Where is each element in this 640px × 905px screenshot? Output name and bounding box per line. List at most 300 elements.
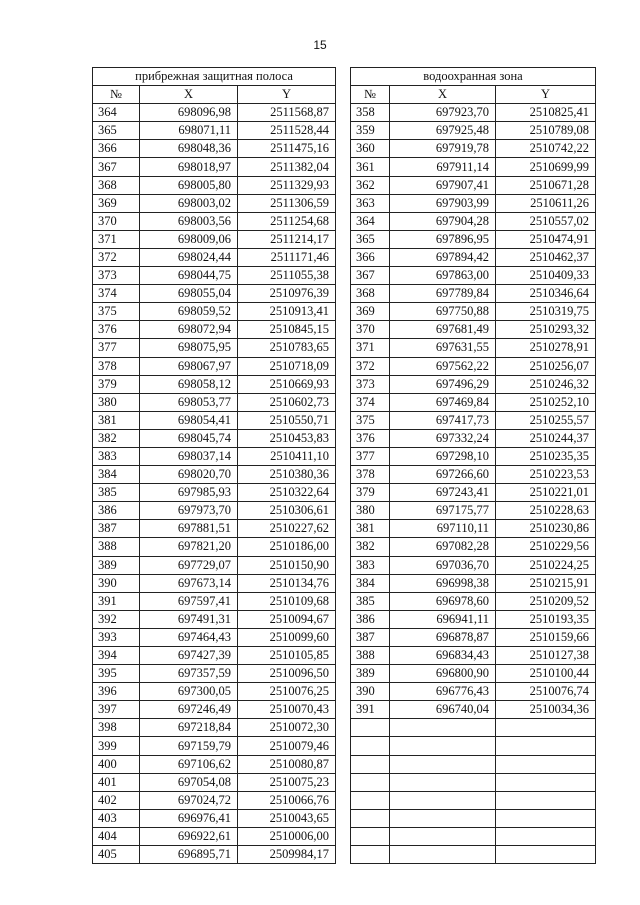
y-coordinate-cell: 2510976,39 [238,285,336,303]
point-number-cell [351,755,390,773]
table-row [93,303,336,321]
point-number-cell [351,737,390,755]
x-coordinate-cell: 697881,51 [140,520,238,538]
y-coordinate-cell: 2510789,08 [496,122,596,140]
x-coordinate-cell: 697464,43 [140,628,238,646]
table-row [93,393,336,411]
table-row [93,447,336,465]
point-number-cell: 376 [351,429,390,447]
table-row [93,719,336,737]
table-row [93,375,336,393]
x-coordinate-cell: 698058,12 [140,375,238,393]
y-coordinate-cell: 2510319,75 [496,303,596,321]
water-protection-zone-table [350,67,596,864]
table-row [93,411,336,429]
y-coordinate-cell: 2510453,83 [238,429,336,447]
y-coordinate-cell: 2510099,60 [238,628,336,646]
x-coordinate-cell [390,809,496,827]
x-coordinate-cell: 698044,75 [140,267,238,285]
table-row [351,538,596,556]
point-number-cell [351,809,390,827]
y-coordinate-cell: 2510550,71 [238,411,336,429]
column-header-x: X [140,86,238,104]
table-row [93,140,336,158]
x-coordinate-cell: 697491,31 [140,610,238,628]
x-coordinate-cell: 697417,73 [390,411,496,429]
point-number-cell: 378 [93,357,140,375]
table-row [351,321,596,339]
table-row [93,773,336,791]
point-number-cell: 375 [351,411,390,429]
point-number-cell: 387 [351,628,390,646]
x-coordinate-cell: 698003,56 [140,212,238,230]
table-row [93,665,336,683]
y-coordinate-cell: 2510228,63 [496,502,596,520]
point-number-cell: 401 [93,773,140,791]
y-coordinate-cell: 2510235,35 [496,447,596,465]
x-coordinate-cell: 698067,97 [140,357,238,375]
y-coordinate-cell: 2510096,50 [238,665,336,683]
x-coordinate-cell: 697036,70 [390,556,496,574]
point-number-cell: 358 [351,104,390,122]
y-coordinate-cell: 2510322,64 [238,484,336,502]
point-number-cell [351,719,390,737]
table-row [93,502,336,520]
table-row [93,321,336,339]
table-row [351,212,596,230]
y-coordinate-cell: 2510411,10 [238,447,336,465]
table-row [93,827,336,845]
y-coordinate-cell: 2510043,65 [238,809,336,827]
x-coordinate-cell: 697896,95 [390,230,496,248]
x-coordinate-cell: 696922,61 [140,827,238,845]
x-coordinate-cell: 697562,22 [390,357,496,375]
y-coordinate-cell [496,755,596,773]
table-row [351,592,596,610]
table-row [351,339,596,357]
table-row [351,846,596,864]
y-coordinate-cell: 2510186,00 [238,538,336,556]
x-coordinate-cell: 698096,98 [140,104,238,122]
x-coordinate-cell: 696976,41 [140,809,238,827]
table-row [93,520,336,538]
x-coordinate-cell: 697427,39 [140,647,238,665]
x-coordinate-cell: 696740,04 [390,701,496,719]
point-number-cell: 386 [93,502,140,520]
x-coordinate-cell: 698005,80 [140,176,238,194]
y-coordinate-cell: 2510193,35 [496,610,596,628]
table-row [351,194,596,212]
y-coordinate-cell: 2510699,99 [496,158,596,176]
y-coordinate-cell: 2510278,91 [496,339,596,357]
table-row [351,176,596,194]
table-row [351,791,596,809]
table-row [351,665,596,683]
table-row [351,375,596,393]
x-coordinate-cell: 697821,20 [140,538,238,556]
point-number-cell: 372 [93,248,140,266]
table-row [93,158,336,176]
table-row [93,429,336,447]
y-coordinate-cell [496,773,596,791]
point-number-cell: 389 [351,665,390,683]
x-coordinate-cell: 698055,04 [140,285,238,303]
x-coordinate-cell: 697159,79 [140,737,238,755]
x-coordinate-cell: 697597,41 [140,592,238,610]
x-coordinate-cell: 697106,62 [140,755,238,773]
x-coordinate-cell: 698037,14 [140,447,238,465]
table-row [351,122,596,140]
point-number-cell: 375 [93,303,140,321]
x-coordinate-cell: 698071,11 [140,122,238,140]
y-coordinate-cell: 2510671,28 [496,176,596,194]
table-row [93,737,336,755]
y-coordinate-cell: 2510076,25 [238,683,336,701]
x-coordinate-cell: 697863,00 [390,267,496,285]
point-number-cell: 387 [93,520,140,538]
table-row [351,158,596,176]
y-coordinate-cell: 2510229,56 [496,538,596,556]
point-number-cell: 392 [93,610,140,628]
y-coordinate-cell: 2510256,07 [496,357,596,375]
point-number-cell [351,827,390,845]
table-row [93,628,336,646]
y-coordinate-cell: 2510006,00 [238,827,336,845]
y-coordinate-cell: 2510669,93 [238,375,336,393]
x-coordinate-cell: 697300,05 [140,683,238,701]
point-number-cell: 377 [93,339,140,357]
point-number-cell: 382 [93,429,140,447]
y-coordinate-cell: 2510825,41 [496,104,596,122]
point-number-cell: 391 [93,592,140,610]
y-coordinate-cell: 2511254,68 [238,212,336,230]
x-coordinate-cell: 697789,84 [390,285,496,303]
x-coordinate-cell: 697218,84 [140,719,238,737]
y-coordinate-cell: 2510293,32 [496,321,596,339]
table-title: водоохранная зона [351,68,596,86]
x-coordinate-cell: 698045,74 [140,429,238,447]
x-coordinate-cell: 697243,41 [390,484,496,502]
x-coordinate-cell: 697357,59 [140,665,238,683]
point-number-cell: 368 [351,285,390,303]
table-row [351,574,596,592]
point-number-cell: 393 [93,628,140,646]
point-number-cell: 389 [93,556,140,574]
point-number-cell: 379 [351,484,390,502]
table-row [351,393,596,411]
y-coordinate-cell: 2510244,37 [496,429,596,447]
x-coordinate-cell: 697673,14 [140,574,238,592]
point-number-cell: 396 [93,683,140,701]
x-coordinate-cell: 698072,94 [140,321,238,339]
table-row [93,285,336,303]
y-coordinate-cell: 2510252,10 [496,393,596,411]
x-coordinate-cell: 697903,99 [390,194,496,212]
y-coordinate-cell: 2511171,46 [238,248,336,266]
point-number-cell: 391 [351,701,390,719]
table-row [93,610,336,628]
x-coordinate-cell: 697985,93 [140,484,238,502]
point-number-cell: 390 [351,683,390,701]
table-row [351,429,596,447]
table-row [93,683,336,701]
table-row [93,556,336,574]
column-header-y: Y [496,86,596,104]
x-coordinate-cell [390,773,496,791]
table-row [351,809,596,827]
table-row [93,104,336,122]
table-row [93,357,336,375]
table-row [351,411,596,429]
table-row [351,610,596,628]
point-number-cell: 365 [93,122,140,140]
table-title: прибрежная защитная полоса [93,68,336,86]
y-coordinate-cell: 2510557,02 [496,212,596,230]
x-coordinate-cell: 697904,28 [390,212,496,230]
x-coordinate-cell: 696878,87 [390,628,496,646]
page-number: 15 [313,38,327,52]
table-row [351,484,596,502]
y-coordinate-cell: 2510075,23 [238,773,336,791]
y-coordinate-cell: 2510227,62 [238,520,336,538]
table-row [93,122,336,140]
y-coordinate-cell: 2511382,04 [238,158,336,176]
point-number-cell: 376 [93,321,140,339]
point-number-cell: 362 [351,176,390,194]
point-number-cell: 367 [351,267,390,285]
table-row [351,104,596,122]
point-number-cell: 385 [93,484,140,502]
y-coordinate-cell: 2510150,90 [238,556,336,574]
table-row [93,466,336,484]
point-number-cell: 398 [93,719,140,737]
y-coordinate-cell: 2509984,17 [238,846,336,864]
table-row [351,248,596,266]
x-coordinate-cell: 697729,07 [140,556,238,574]
table-row [351,140,596,158]
x-coordinate-cell: 697911,14 [390,158,496,176]
x-coordinate-cell: 697907,41 [390,176,496,194]
x-coordinate-cell: 698024,44 [140,248,238,266]
point-number-cell: 394 [93,647,140,665]
point-number-cell: 364 [93,104,140,122]
x-coordinate-cell: 697923,70 [390,104,496,122]
table-row [351,827,596,845]
x-coordinate-cell: 696978,60 [390,592,496,610]
point-number-cell: 395 [93,665,140,683]
y-coordinate-cell: 2510230,86 [496,520,596,538]
x-coordinate-cell: 696895,71 [140,846,238,864]
table-row [93,230,336,248]
table-row [93,176,336,194]
y-coordinate-cell: 2510076,74 [496,683,596,701]
x-coordinate-cell [390,791,496,809]
table-row [351,520,596,538]
y-coordinate-cell: 2510215,91 [496,574,596,592]
x-coordinate-cell: 697973,70 [140,502,238,520]
y-coordinate-cell: 2510845,15 [238,321,336,339]
x-coordinate-cell [390,755,496,773]
y-coordinate-cell: 2511568,87 [238,104,336,122]
point-number-cell: 377 [351,447,390,465]
point-number-cell: 360 [351,140,390,158]
point-number-cell: 399 [93,737,140,755]
point-number-cell: 363 [351,194,390,212]
y-coordinate-cell: 2511214,17 [238,230,336,248]
y-coordinate-cell [496,791,596,809]
y-coordinate-cell: 2510034,36 [496,701,596,719]
table-row [93,538,336,556]
point-number-cell: 382 [351,538,390,556]
x-coordinate-cell: 697925,48 [390,122,496,140]
y-coordinate-cell: 2510380,36 [238,466,336,484]
y-coordinate-cell: 2510134,76 [238,574,336,592]
table-row [351,447,596,465]
y-coordinate-cell: 2510109,68 [238,592,336,610]
table-body [93,104,336,864]
table-row [93,574,336,592]
point-number-cell: 400 [93,755,140,773]
point-number-cell: 385 [351,592,390,610]
point-number-cell: 384 [93,466,140,484]
point-number-cell: 368 [93,176,140,194]
column-header-y: Y [238,86,336,104]
y-coordinate-cell: 2510079,46 [238,737,336,755]
x-coordinate-cell: 697496,29 [390,375,496,393]
x-coordinate-cell: 698053,77 [140,393,238,411]
y-coordinate-cell: 2510409,33 [496,267,596,285]
x-coordinate-cell: 698048,36 [140,140,238,158]
point-number-cell: 381 [93,411,140,429]
table-row [351,773,596,791]
point-number-cell [351,846,390,864]
point-number-cell: 369 [93,194,140,212]
x-coordinate-cell [390,846,496,864]
table-row [351,647,596,665]
x-coordinate-cell: 698009,06 [140,230,238,248]
table-row [351,701,596,719]
table-row [93,755,336,773]
point-number-cell: 359 [351,122,390,140]
table-row [93,248,336,266]
column-header-number: № [93,86,140,104]
table-row [93,212,336,230]
y-coordinate-cell: 2510070,43 [238,701,336,719]
x-coordinate-cell: 696998,38 [390,574,496,592]
y-coordinate-cell: 2510742,22 [496,140,596,158]
point-number-cell: 402 [93,791,140,809]
table-row [93,809,336,827]
y-coordinate-cell: 2510783,65 [238,339,336,357]
y-coordinate-cell: 2510100,44 [496,665,596,683]
point-number-cell: 370 [93,212,140,230]
point-number-cell: 372 [351,357,390,375]
x-coordinate-cell: 697631,55 [390,339,496,357]
point-number-cell: 380 [351,502,390,520]
x-coordinate-cell: 696834,43 [390,647,496,665]
y-coordinate-cell [496,719,596,737]
x-coordinate-cell: 697266,60 [390,466,496,484]
y-coordinate-cell: 2510255,57 [496,411,596,429]
table-row [93,791,336,809]
table-row [351,719,596,737]
y-coordinate-cell: 2510246,32 [496,375,596,393]
coastal-protection-strip-table [92,67,336,864]
table-row [93,701,336,719]
x-coordinate-cell [390,737,496,755]
x-coordinate-cell: 697298,10 [390,447,496,465]
table-row [351,357,596,375]
x-coordinate-cell: 697082,28 [390,538,496,556]
y-coordinate-cell [496,737,596,755]
table-row [351,737,596,755]
point-number-cell: 378 [351,466,390,484]
point-number-cell: 383 [351,556,390,574]
table-body [351,104,596,864]
point-number-cell: 373 [93,267,140,285]
x-coordinate-cell: 696941,11 [390,610,496,628]
table-row [93,194,336,212]
point-number-cell: 366 [93,140,140,158]
x-coordinate-cell: 697750,88 [390,303,496,321]
x-coordinate-cell: 697681,49 [390,321,496,339]
table-row [351,230,596,248]
x-coordinate-cell: 698003,02 [140,194,238,212]
x-coordinate-cell: 697024,72 [140,791,238,809]
x-coordinate-cell: 697175,77 [390,502,496,520]
y-coordinate-cell: 2511329,93 [238,176,336,194]
y-coordinate-cell: 2511528,44 [238,122,336,140]
y-coordinate-cell: 2510306,61 [238,502,336,520]
x-coordinate-cell: 697894,42 [390,248,496,266]
table-row [351,466,596,484]
table-row [351,628,596,646]
y-coordinate-cell [496,846,596,864]
y-coordinate-cell: 2511055,38 [238,267,336,285]
table-row [93,267,336,285]
y-coordinate-cell [496,809,596,827]
y-coordinate-cell: 2510474,91 [496,230,596,248]
table-row [351,556,596,574]
x-coordinate-cell: 696776,43 [390,683,496,701]
y-coordinate-cell: 2510159,66 [496,628,596,646]
table-row [93,846,336,864]
point-number-cell: 365 [351,230,390,248]
x-coordinate-cell: 698075,95 [140,339,238,357]
point-number-cell: 384 [351,574,390,592]
point-number-cell: 386 [351,610,390,628]
y-coordinate-cell: 2511475,16 [238,140,336,158]
x-coordinate-cell: 698018,97 [140,158,238,176]
y-coordinate-cell: 2510718,09 [238,357,336,375]
point-number-cell: 366 [351,248,390,266]
x-coordinate-cell: 697110,11 [390,520,496,538]
x-coordinate-cell: 698059,52 [140,303,238,321]
table-row [93,592,336,610]
x-coordinate-cell [390,827,496,845]
y-coordinate-cell: 2510913,41 [238,303,336,321]
x-coordinate-cell: 696800,90 [390,665,496,683]
x-coordinate-cell: 697054,08 [140,773,238,791]
x-coordinate-cell: 698054,41 [140,411,238,429]
y-coordinate-cell [496,827,596,845]
point-number-cell: 374 [351,393,390,411]
table-row [351,683,596,701]
point-number-cell: 367 [93,158,140,176]
y-coordinate-cell: 2510602,73 [238,393,336,411]
y-coordinate-cell: 2511306,59 [238,194,336,212]
table-row [93,647,336,665]
